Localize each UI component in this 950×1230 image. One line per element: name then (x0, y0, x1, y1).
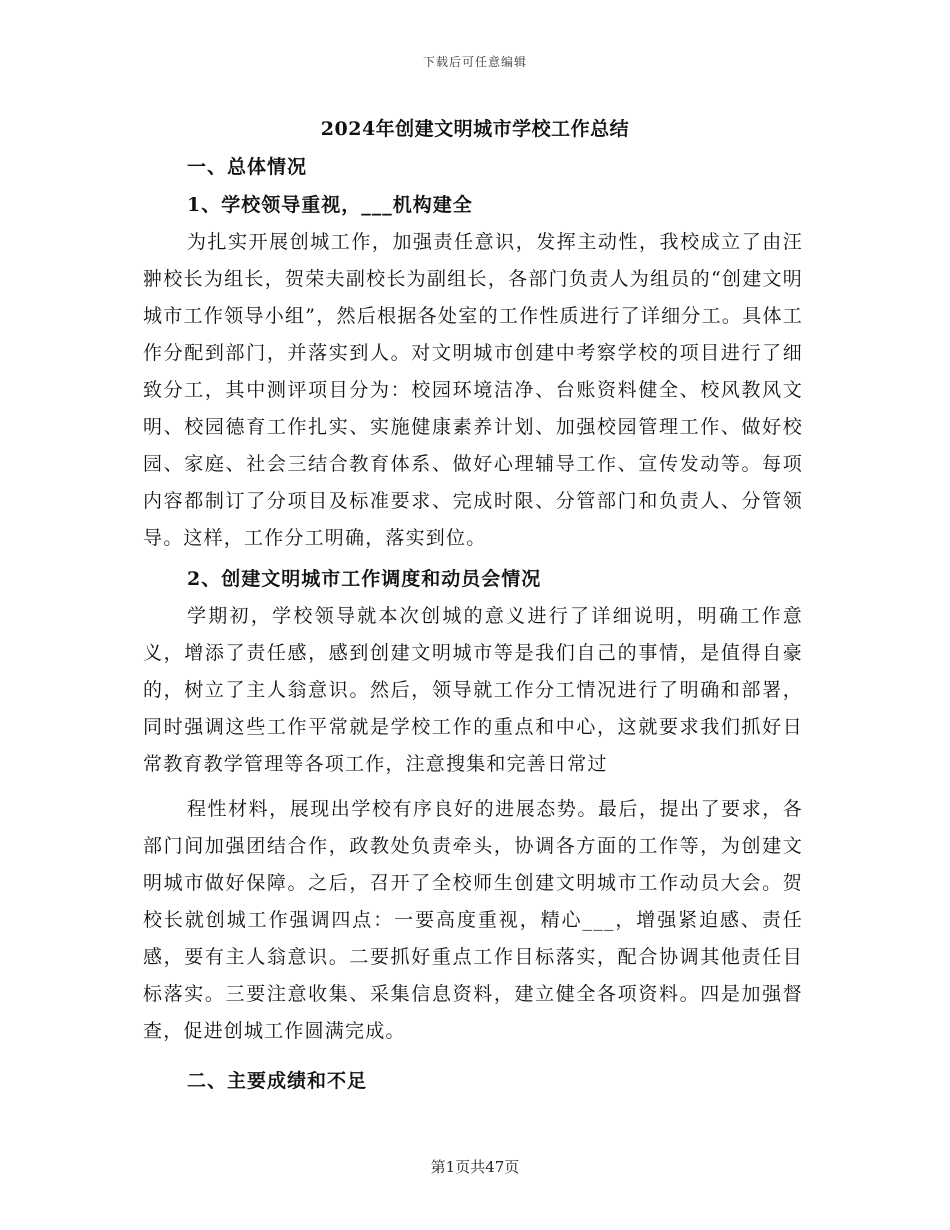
section-heading-achievements: 二、主要成绩和不足 (187, 1070, 368, 1092)
subheading-leadership: 1、学校领导重视，___机构建全 (187, 194, 473, 216)
page-number: 第1页共47页 (430, 1158, 520, 1176)
document-title: 2024年创建文明城市学校工作总结 (320, 118, 630, 140)
document-body (143, 148, 803, 1100)
section-heading-overview: 一、总体情况 (187, 156, 308, 178)
paragraph-mobilization-1: 学期初，学校领导就本次创城的意义进行了详细说明，明确工作意义，增添了责任感，感到创建文明城市等是我们自己的事情，是值得自豪的，树立了主人翁意识。然后，领导就工作分工情况进行了明确和部署，同时强调这些工作平常就是学校工作的重点和中心，这就要求我们抓好日常教育教学管理等各项工作，注意搜集和完善日常过 (143, 605, 803, 775)
paragraph-leadership: 为扎实开展创城工作，加强责任意识，发挥主动性，我校成立了由汪翀校长为组长，贺荣夫副校长为副组长，各部门负责人为组员的“创建文明城市工作领导小组”，然后根据各处室的工作性质进行了详细分工。具体工作分配到部门，并落实到人。对文明城市创建中考察学校的项目进行了细致分工，其中测评项目分为：校园环境洁净、台账资料健全、校风教风文明、校园德育工作扎实、实施健康素养计划、加强校园管理工作、做好校园、家庭、社会三结合教育体系、做好心理辅导工作、宣传发动等。每项内容都制订了分项目及标准要求、完成时限、分管部门和负责人、分管领导。这样，工作分工明确，落实到位。 (143, 231, 803, 549)
subheading-mobilization: 2、创建文明城市工作调度和动员会情况 (187, 568, 542, 590)
header-note: 下载后可任意编辑 (422, 55, 527, 69)
paragraph-mobilization-2: 程性材料，展现出学校有序良好的进展态势。最后，提出了要求，各部门间加强团结合作，政教处负责牵头，协调各方面的工作等，为创建文明城市做好保障。之后，召开了全校师生创建文明城市工作动员大会。贺校长就创城工作强调四点：一要高度重视，精心___，增强紧迫感、责任感，要有主人翁意识。二要抓好重点工作目标落实，配合协调其他责任目标落实。三要注意收集、采集信息资料，建立健全各项资料。四是加强督查，促进创城工作圆满完成。 (143, 798, 803, 1042)
